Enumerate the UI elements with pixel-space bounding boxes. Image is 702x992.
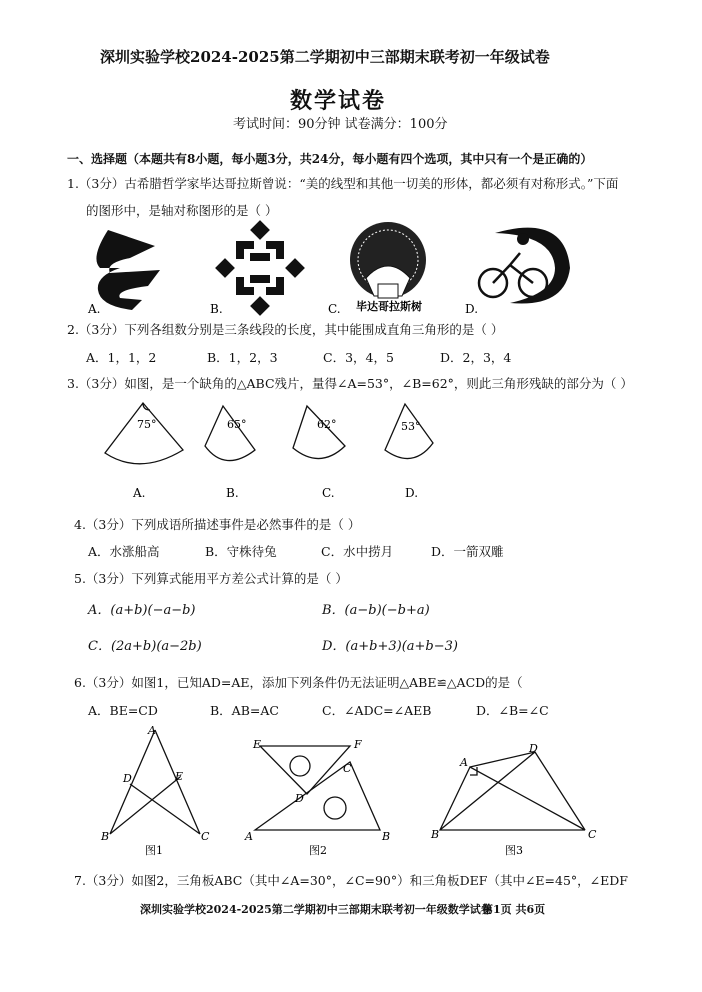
q3-label-d: D. bbox=[405, 486, 419, 500]
angle-c-label: 62° bbox=[317, 418, 337, 431]
q2-option-b: B．1，2，3 bbox=[207, 350, 278, 365]
fragment-b-shape bbox=[205, 406, 255, 461]
cyclist-icon bbox=[479, 228, 570, 304]
fig3-point-d: D bbox=[529, 742, 538, 755]
q1-label-b: B. bbox=[210, 302, 223, 316]
q1-stem-line1: 1.（3分）古希腊哲学家毕达哥拉斯曾说：“美的线型和其他一切美的形体，都必须有对称形式。”下面 bbox=[67, 176, 619, 191]
q1-stem-line2: 的图形中，是轴对称图形的是（ ） bbox=[86, 203, 278, 218]
footer-text: 深圳实验学校2024-2025第二学期初中三部期末联考初一年级数学试卷 bbox=[140, 903, 492, 916]
q5-option-b: B．(a−b)(−b+a) bbox=[322, 603, 430, 618]
q1-figures bbox=[60, 218, 600, 323]
angle-a-label: 75° bbox=[137, 418, 157, 431]
q1-label-a: A. bbox=[88, 302, 101, 316]
figure2-caption: 图2 bbox=[309, 844, 327, 857]
section-heading: 一、选择题（本题共有8小题，每小题3分，共24分，每小题有四个选项，其中只有一个是正确的） bbox=[67, 152, 593, 166]
fig3-point-a: A bbox=[460, 756, 468, 769]
q3-label-b: B. bbox=[226, 486, 239, 500]
q2-option-d: D．2，3，4 bbox=[440, 350, 512, 365]
q3-stem: 3.（3分）如图，是一个缺角的△ABC残片，量得∠A=53°，∠B=62°，则此三角形残缺的部分为（ ） bbox=[67, 376, 633, 391]
fig2-point-e: E bbox=[253, 738, 262, 751]
q5-option-a: A．(a+b)(−a−b) bbox=[88, 603, 196, 618]
logo-a-icon bbox=[96, 230, 160, 310]
figure1-caption: 图1 bbox=[145, 844, 163, 857]
fig1-point-d: D bbox=[123, 772, 132, 785]
q4-option-a: A．水涨船高 bbox=[88, 544, 160, 559]
q6-option-b: B．AB=AC bbox=[210, 703, 279, 718]
fig2-point-b: B bbox=[382, 830, 391, 843]
q6-figures bbox=[95, 722, 615, 862]
q4-option-c: C．水中捞月 bbox=[321, 544, 394, 559]
fig3-point-c: C bbox=[588, 828, 597, 841]
exam-title: 深圳实验学校2024-2025第二学期初中三部期末联考初一年级试卷 bbox=[100, 48, 550, 66]
q3-figures bbox=[95, 398, 455, 503]
pythagoras-tree-icon bbox=[350, 222, 426, 298]
q6-stem: 6.（3分）如图1，已知AD=AE，添加下列条件仍无法证明△ABE≌△ACD的是（ bbox=[74, 675, 523, 690]
exam-info: 考试时间：90分钟 试卷满分：100分 bbox=[233, 117, 448, 132]
subject-title: 数学试卷 bbox=[290, 88, 387, 114]
fig1-point-e: E bbox=[175, 770, 184, 783]
q3-label-c: C. bbox=[322, 486, 335, 500]
q4-option-d: D．一箭双雕 bbox=[431, 544, 504, 559]
fragment-a-shape bbox=[105, 403, 183, 464]
q6-option-d: D．∠B=∠C bbox=[476, 703, 549, 718]
fig2-point-c: C bbox=[343, 762, 352, 775]
fig1-point-b: B bbox=[101, 830, 110, 843]
q5-option-d: D．(a+b+3)(a+b−3) bbox=[322, 639, 458, 654]
q1-label-d: D. bbox=[465, 302, 479, 316]
q2-stem: 2.（3分）下列各组数分别是三条线段的长度，其中能围成直角三角形的是（ ） bbox=[67, 322, 504, 337]
fig2-point-a: A bbox=[245, 830, 253, 843]
figure3-caption: 图3 bbox=[505, 844, 523, 857]
tree-caption: 毕达哥拉斯树 bbox=[356, 300, 422, 313]
q6-option-a: A．BE=CD bbox=[88, 703, 158, 718]
q1-label-c: C. bbox=[328, 302, 341, 316]
figure2-shape bbox=[255, 746, 380, 830]
q4-option-b: B．守株待兔 bbox=[205, 544, 277, 559]
angle-b-label: 65° bbox=[227, 418, 247, 431]
q2-option-a: A．1，1，2 bbox=[86, 350, 157, 365]
q2-option-c: C．3，4，5 bbox=[323, 350, 394, 365]
fragment-c-shape bbox=[293, 406, 345, 459]
q7-stem: 7.（3分）如图2，三角板ABC（其中∠A=30°，∠C=90°）和三角板DEF（其中∠E=45°，∠EDF bbox=[74, 873, 628, 888]
q3-label-a: A. bbox=[133, 486, 146, 500]
angle-d-label: 53° bbox=[401, 420, 421, 433]
pattern-b-icon bbox=[215, 220, 305, 316]
q5-stem: 5.（3分）下列算式能用平方差公式计算的是（ ） bbox=[74, 571, 348, 586]
page-number: 第1页 共6页 bbox=[482, 903, 546, 916]
fig3-point-b: B bbox=[431, 828, 440, 841]
fig1-point-c: C bbox=[201, 830, 210, 843]
fig2-point-d: D bbox=[295, 792, 304, 805]
fig2-point-f: F bbox=[354, 738, 362, 751]
q4-stem: 4.（3分）下列成语所描述事件是必然事件的是（ ） bbox=[74, 517, 361, 532]
fig1-point-a: A bbox=[148, 724, 156, 737]
q5-option-c: C．(2a+b)(a−2b) bbox=[88, 639, 202, 654]
q6-option-c: C．∠ADC=∠AEB bbox=[322, 703, 432, 718]
